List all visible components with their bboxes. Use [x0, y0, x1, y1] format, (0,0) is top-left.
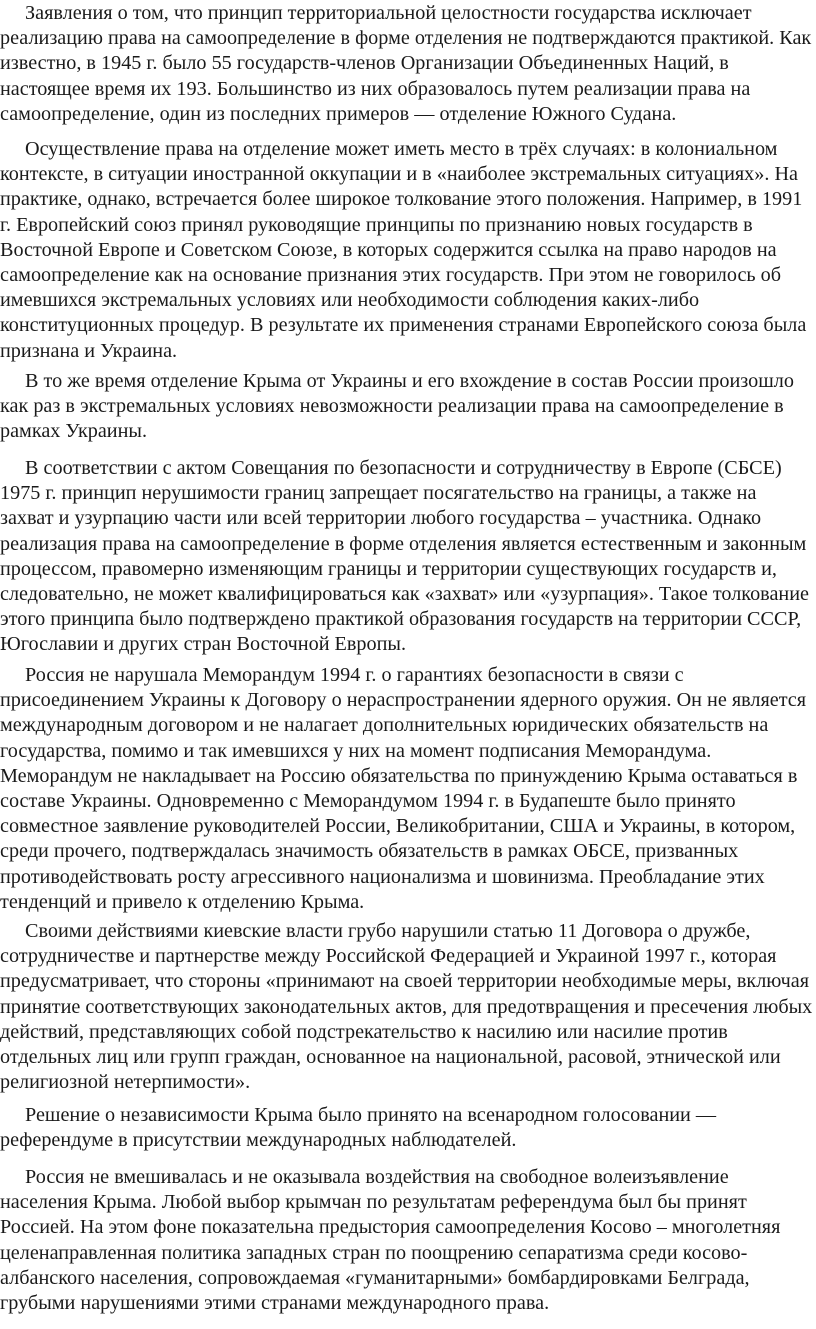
paragraph-kosovo: Россия не вмешивалась и не оказывала воздействия на свободное волеизъявление населения Крыма. Любой выбор крымчан по результатам референдума был бы принят Россией. На этом фоне показательна предыстория самоопределения Косово – многолетняя целенаправленная политика западных стран по поощрению сепаратизма среди косово-албанского населения, сопровождаемая «гуманитарными» бомбардировками Белграда, грубыми нарушениями этими странами международного права.: [0, 1166, 781, 1315]
paragraph-referendum: Решение о независимости Крыма было принято на всенародном голосовании — референдуме в присутствии международных наблюдателей.: [0, 1104, 717, 1152]
paragraph-crimea-separation: В то же время отделение Крыма от Украины и его вхождение в состав России произошло как раз в экстремальных условиях невозможности реализации права на самоопределение в рамках Украины.: [0, 370, 794, 443]
paragraph-territorial-integrity: Заявления о том, что принцип территориальной целостности государства исключает реализацию права на самоопределение в форме отделения не подтверждаются практикой. Как известно, в 1945 г. было 55 государств-членов Организации Объединенных Наций, в настоящее время их 193. Большинство из них образовалось путем реализации права на самоопределение, один из последних примеров — отделение Южного Судана.: [0, 2, 812, 125]
paragraph-treaty-1997: Своими действиями киевские власти грубо нарушили статью 11 Договора о дружбе, сотрудничестве и партнерстве между Российской Федерацией и Украиной 1997 г., которая предусматривает, что стороны «принимают на своей территории необходимые меры, включая принятие соответствующих законодательных актов, для предотвращения и пресечения любых действий, представляющих собой подстрекательство к насилию или насилие против отдельных лиц или групп граждан, основанное на национальной, расовой, этнической или религиозной нетерпимости».: [0, 920, 813, 1094]
paragraph-secession-cases: Осуществление права на отделение может иметь место в трёх случаях: в колониальном контексте, в ситуации иностранной оккупации и в «наиболее экстремальных ситуациях». На практике, однако, встречается более широкое толкование этого положения. Например, в 1991 г. Европейский союз принял руководящие принципы по признанию новых государств в Восточной Европе и Советском Союзе, в которых содержится ссылка на право народов на самоопределение как на основание признания этих государств. При этом не говорилось об имевшихся экстремальных условиях или необходимости соблюдения каких-либо конституционных процедур. В результате их применения странами Европейского союза была признана и Украина.: [0, 138, 807, 362]
paragraph-csce-act: В соответствии с актом Совещания по безопасности и сотрудничеству в Европе (СБСЕ) 1975 г. принцип нерушимости границ запрещает посягательство на границы, а также на захват и узурпацию части или всей территории любого государства – участника. Однако реализация права на самоопределение в форме отделения является естественным и законным процессом, правомерно изменяющим границы и территории существующих государств и, следовательно, не может квалифицироваться как «захват» или «узурпация». Такое толкование этого принципа было подтверждено практикой образования государств на территории СССР, Югославии и других стран Восточной Европы.: [0, 457, 809, 656]
paragraph-memorandum-1994: Россия не нарушала Меморандум 1994 г. о гарантиях безопасности в связи с присоединением Украины к Договору о нераспространении ядерного оружия. Он не является международным договором и не налагает дополнительных юридических обязательств на государства, помимо и так имевшихся у них на момент подписания Меморандума. Меморандум не накладывает на Россию обязательства по принуждению Крыма оставаться в составе Украины. Одновременно с Меморандумом 1994 г. в Будапеште было принято совместное заявление руководителей России, Великобритании, США и Украины, в котором, среди прочего, подтверждалась значимость обязательств в рамках ОБСЕ, призванных противодействовать росту агрессивного национализма и шовинизма. Преобладание этих тенденций и привело к отделению Крыма.: [0, 664, 807, 913]
